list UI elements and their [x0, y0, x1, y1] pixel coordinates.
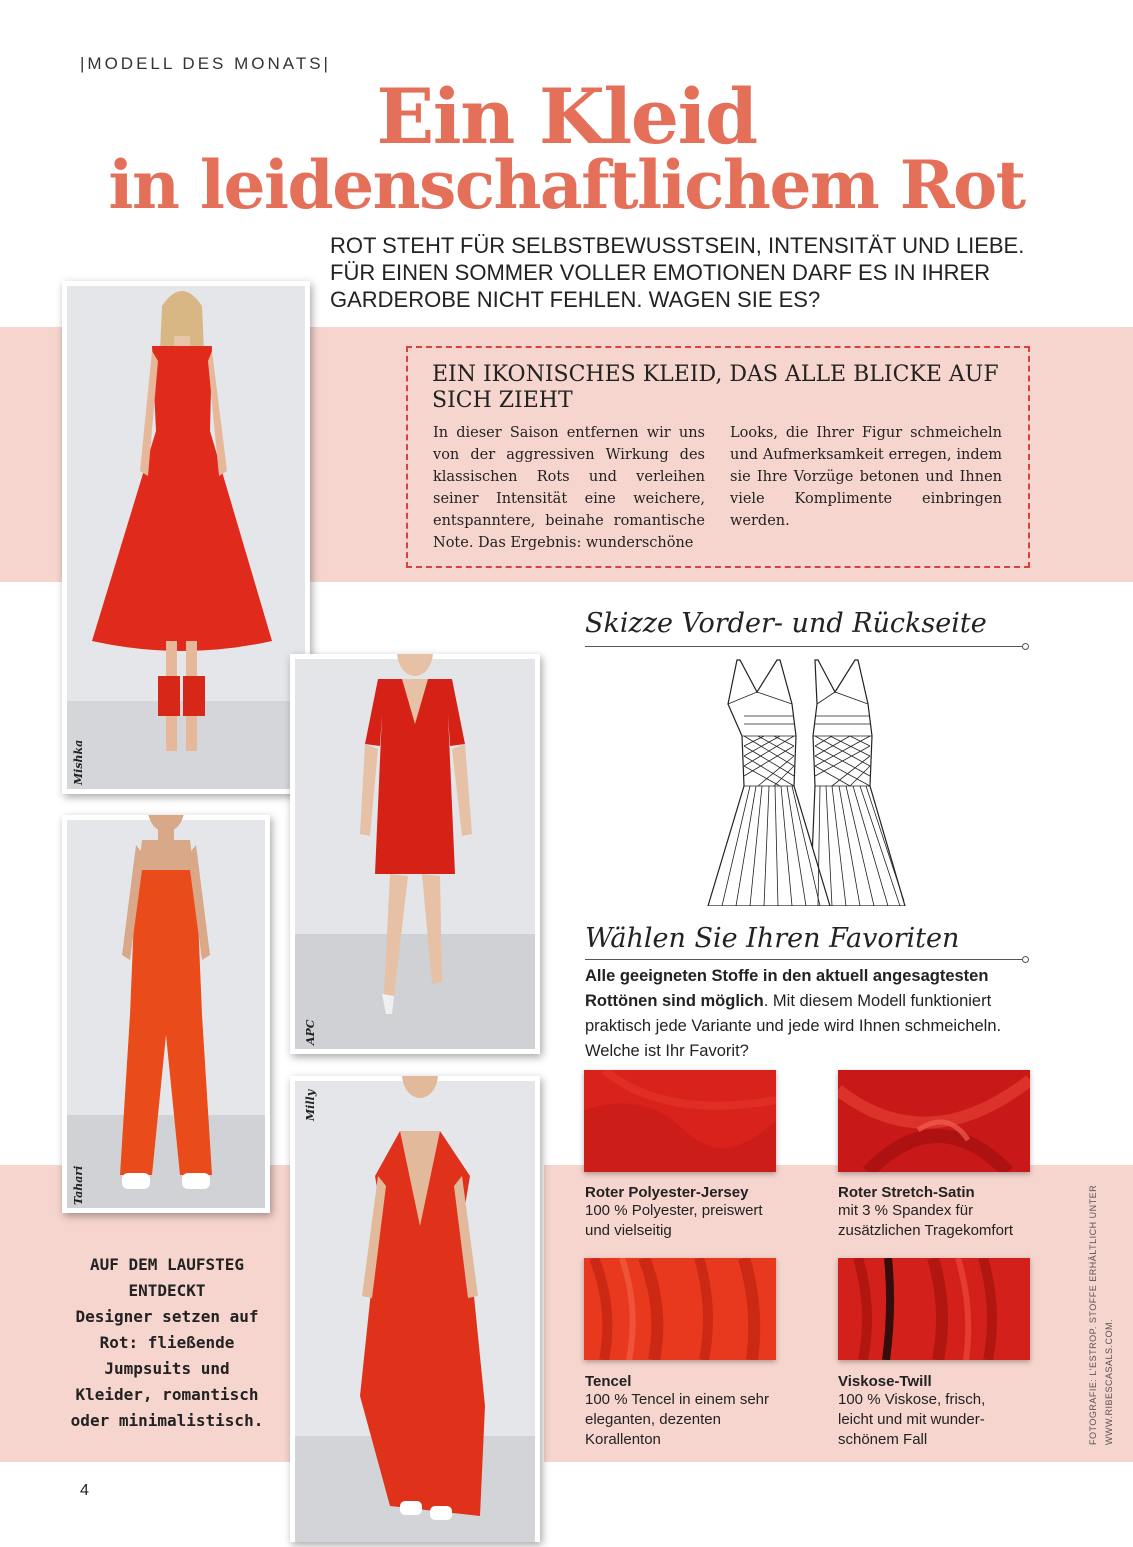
photo-credit-line-2: WWW.RIBESCASALS.COM. [1104, 1318, 1114, 1445]
runway-note-text: Designer setzen auf Rot: fließende Jumpsuits und Kleider, romantisch oder minimalistisch. [70, 1307, 264, 1430]
photo-credit-line-1: FOTOGRAFIE: L'ESTROP. STOFFE ERHÄLTLICH UNTER [1088, 1184, 1098, 1445]
fabric-swatch-tencel [584, 1258, 776, 1360]
headline-line-1: Ein Kleid [376, 72, 757, 161]
credit-milly: Milly [304, 1089, 317, 1121]
fabric-item-tencel [585, 1373, 775, 1450]
fabric-name: Viskose-Twill [838, 1373, 932, 1390]
fabric-swatch-polyester-jersey [584, 1070, 776, 1172]
headline-line-2: in leidenschaftlichem Rot [108, 146, 1025, 224]
fabric-item-viskose-twill [838, 1373, 1008, 1450]
photo-mishka [62, 281, 310, 794]
fabric-name: Roter Stretch-Satin [838, 1184, 975, 1201]
fabric-description: 100 % Polyester, preiswert und vielseitig [585, 1202, 763, 1239]
fabric-name: Roter Polyester-Jersey [585, 1184, 749, 1201]
fabric-item-polyester-jersey [585, 1184, 785, 1241]
fabric-description: 100 % Tencel in einem sehr eleganten, dezenten Korallenton [585, 1391, 769, 1448]
favorites-intro [585, 964, 1045, 1064]
lede-text: ROT STEHT FÜR SELBSTBEWUSSTSEIN, INTENSITÄT UND LIEBE. FÜR EINEN SOMMER VOLLER EMOTIONEN DARF ES IN IHRER GARDEROBE NICHT FEHLEN. WAGEN SIE ES? [330, 233, 1025, 312]
credit-mishka: Mishka [72, 739, 85, 785]
section-kicker: |MODELL DES MONATS| [80, 54, 331, 73]
credit-apc: APC [304, 1019, 317, 1045]
fabric-name: Tencel [585, 1373, 632, 1390]
runway-note-title: AUF DEM LAUFSTEG ENTDECKT [89, 1255, 245, 1300]
feature-box-title: EIN IKONISCHES KLEID, DAS ALLE BLICKE AUF SICH ZIEHT [432, 362, 999, 413]
runway-model-red-jumpsuit [62, 815, 270, 1213]
feature-box-column-1: In dieser Saison entfernen wir uns von der aggressiven Wirkung des klassischen Rots und verleihen seiner Intensität eine weichere, entspanntere, beinahe romantische Note. Das Ergebnis: wunderschöne [433, 425, 705, 551]
favorites-intro-bold: Alle geeigneten Stoffe in den aktuell angesagtesten Rottönen sind möglich [585, 967, 989, 1010]
photo-tahari [62, 815, 270, 1213]
fabric-swatch-viskose-twill [838, 1258, 1030, 1360]
photo-milly [290, 1076, 540, 1542]
sketch-heading: Skizze Vorder- und Rückseite [585, 608, 987, 639]
sketch-rule-end-dot [1022, 643, 1029, 650]
fabric-description: 100 % Viskose, frisch, leicht und mit wunder-schönem Fall [838, 1391, 986, 1448]
feature-box-column-2: Looks, die Ihrer Figur schmeicheln und Aufmerksamkeit erregen, indem sie Ihre Vorzüge betonen und Ihnen viele Komplimente einbringen werden. [730, 425, 1002, 529]
favorites-rule-end-dot [1022, 956, 1029, 963]
runway-model-red-maxi-dress [290, 1076, 540, 1542]
runway-model-red-dress [62, 281, 310, 794]
fabric-swatch-stretch-satin [838, 1070, 1030, 1172]
photo-apc [290, 654, 540, 1054]
dress-technical-sketch [700, 656, 920, 906]
favorites-heading: Wählen Sie Ihren Favoriten [585, 923, 960, 954]
fabric-item-stretch-satin [838, 1184, 1038, 1241]
credit-tahari: Tahari [72, 1165, 85, 1205]
runway-note [62, 1252, 272, 1434]
fabric-description: mit 3 % Spandex für zusätzlichen Tragekomfort [838, 1202, 1014, 1239]
favorites-rule [585, 959, 1025, 960]
favorites-intro-rest: . Mit diesem Modell funktioniert praktisch jede Variante und jede wird Ihnen schmeicheln. Welche ist Ihr Favorit? [585, 992, 1002, 1060]
runway-model-red-shirt-dress [290, 654, 540, 1054]
sketch-rule [585, 646, 1025, 647]
page-number: 4 [80, 1482, 89, 1499]
